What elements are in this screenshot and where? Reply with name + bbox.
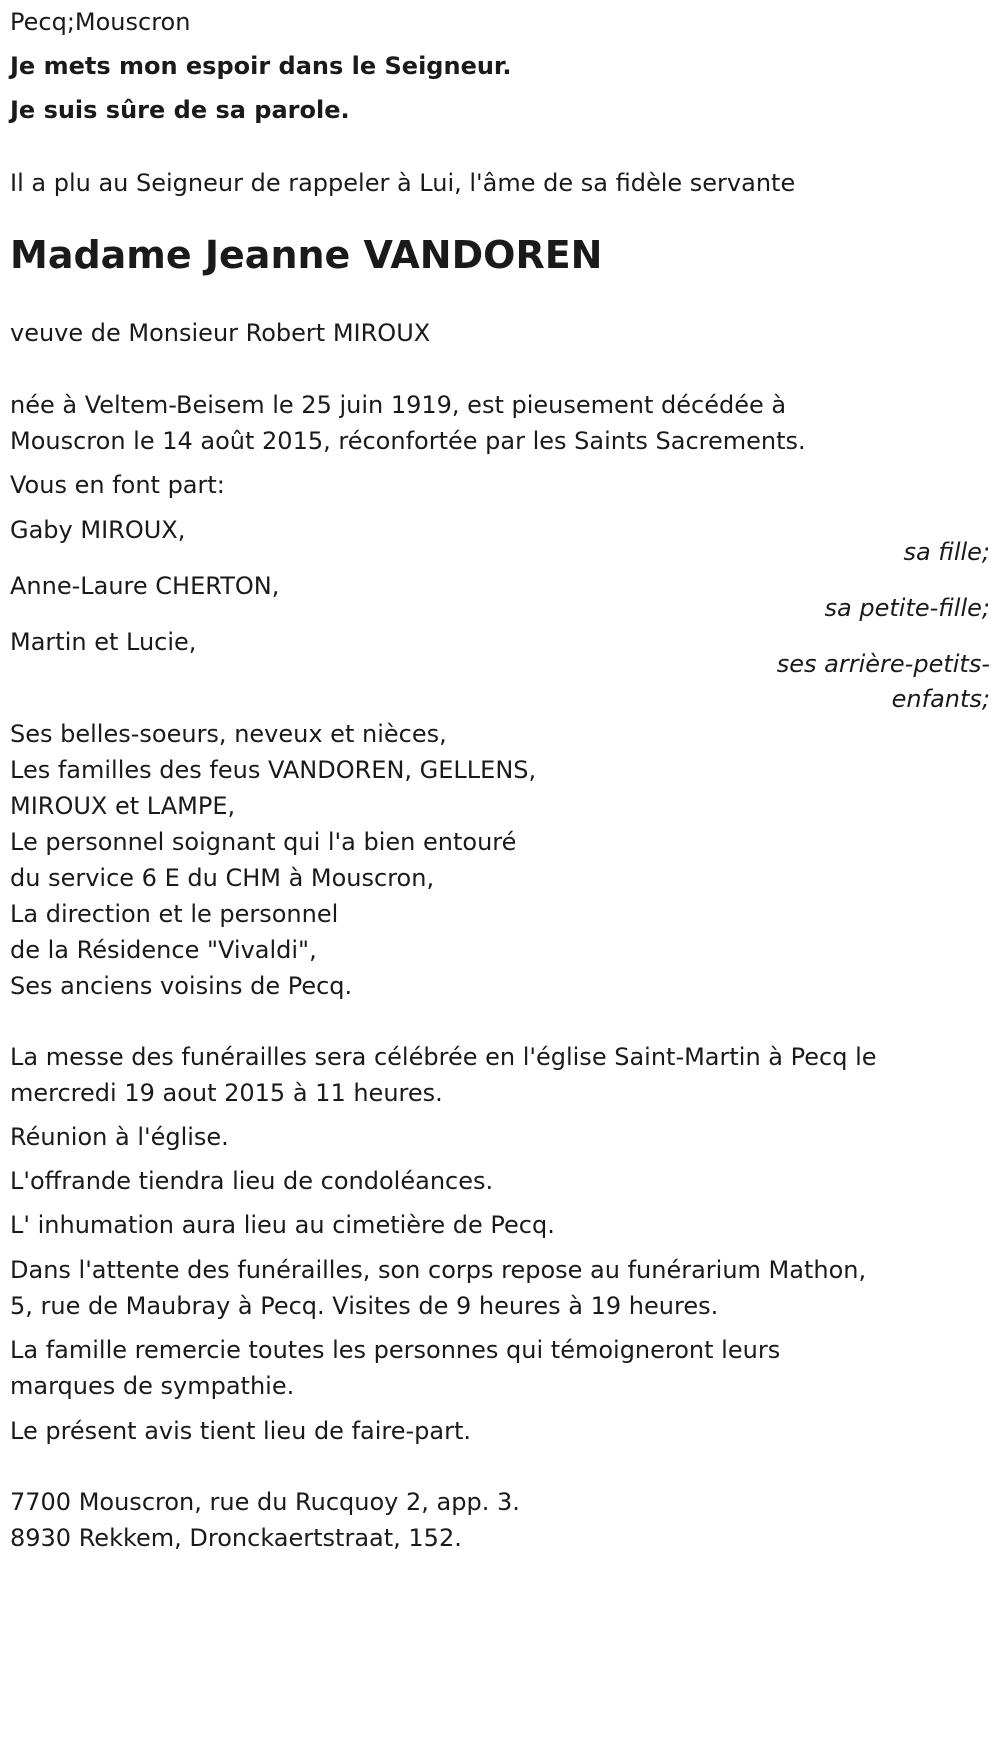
others-line: Ses belles-soeurs, neveux et nièces,: [10, 720, 447, 748]
meeting-text: Réunion à l'église.: [10, 1123, 229, 1151]
family-member-relation: sa petite-fille;: [824, 594, 990, 622]
family-member-relation-line-2: enfants;: [891, 685, 990, 713]
others-line: du service 6 E du CHM à Mouscron,: [10, 864, 435, 892]
birth-death-line-1: née à Veltem-Beisem le 25 juin 1919, est pieusement décédée à: [10, 391, 787, 419]
address-line: 7700 Mouscron, rue du Rucquoy 2, app. 3.: [10, 1488, 520, 1516]
family-member-relation-line-1: ses arrière-petits-: [776, 650, 990, 678]
spouse-text: veuve de Monsieur Robert MIROUX: [10, 319, 431, 347]
address-line: 8930 Rekkem, Dronckaertstraat, 152.: [10, 1524, 462, 1552]
verse-line-1: Je mets mon espoir dans le Seigneur.: [10, 52, 512, 80]
family-list: [10, 512, 990, 722]
others-line: de la Résidence "Vivaldi",: [10, 936, 317, 964]
offering-text: L'offrande tiendra lieu de condoléances.: [10, 1167, 494, 1195]
funeral-mass-text: [10, 1039, 990, 1111]
addresses: [10, 1484, 990, 1556]
others-line: MIROUX et LAMPE,: [10, 792, 236, 820]
header: [10, 4, 990, 128]
location-text: Pecq;Mouscron: [10, 8, 191, 36]
thanks-line-2: marques de sympathie.: [10, 1372, 295, 1400]
intro-text: Il a plu au Seigneur de rappeler à Lui, l'âme de sa fidèle servante: [10, 169, 796, 197]
others-list: [10, 716, 990, 1004]
rest-line-1: Dans l'attente des funérailles, son corps repose au funérarium Mathon,: [10, 1256, 867, 1284]
burial-text: L' inhumation aura lieu au cimetière de Pecq.: [10, 1211, 555, 1239]
family-member-name: Anne-Laure CHERTON,: [10, 572, 280, 600]
thanks-text: [10, 1332, 990, 1404]
family-member-relation: sa fille;: [903, 538, 990, 566]
funeral-mass-line-1: La messe des funérailles sera célébrée en l'église Saint-Martin à Pecq le: [10, 1043, 877, 1071]
birth-death-text: [10, 387, 990, 459]
deceased-name: Madame Jeanne VANDOREN: [10, 233, 603, 277]
birth-death-line-2: Mouscron le 14 août 2015, réconfortée par les Saints Sacrements.: [10, 427, 806, 455]
family-member-name: Gaby MIROUX,: [10, 516, 186, 544]
notice-text: Le présent avis tient lieu de faire-part.: [10, 1417, 472, 1445]
rest-line-2: 5, rue de Maubray à Pecq. Visites de 9 heures à 19 heures.: [10, 1292, 719, 1320]
others-line: Les familles des feus VANDOREN, GELLENS,: [10, 756, 537, 784]
verse-line-2: Je suis sûre de sa parole.: [10, 96, 350, 124]
others-line: Ses anciens voisins de Pecq.: [10, 972, 353, 1000]
rest-text: [10, 1252, 990, 1324]
others-line: Le personnel soignant qui l'a bien entouré: [10, 828, 517, 856]
others-line: La direction et le personnel: [10, 900, 339, 928]
family-member-name: Martin et Lucie,: [10, 628, 197, 656]
thanks-line-1: La famille remercie toutes les personnes qui témoigneront leurs: [10, 1336, 781, 1364]
funeral-mass-line-2: mercredi 19 aout 2015 à 11 heures.: [10, 1079, 443, 1107]
announce-text: Vous en font part:: [10, 471, 225, 499]
